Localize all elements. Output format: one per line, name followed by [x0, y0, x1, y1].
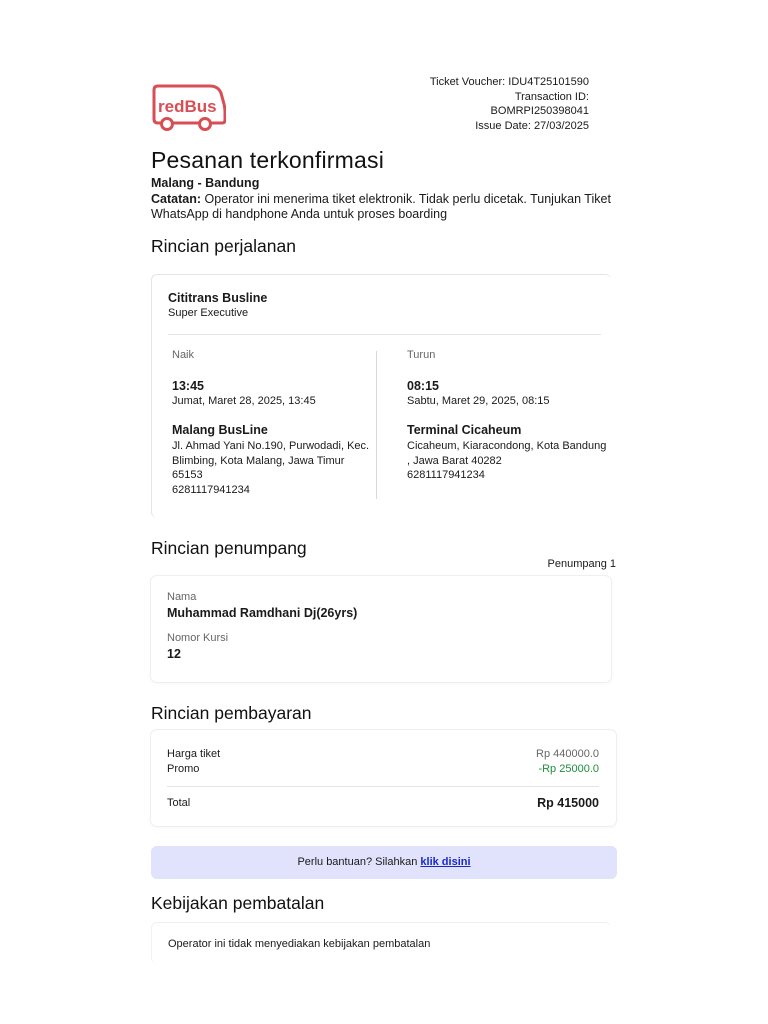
note-text: Operator ini menerima tiket elektronik. Tidak perlu dicetak. Tunjukan Tiket WhatsApp di handphone Anda untuk proses boarding — [151, 192, 611, 221]
divider — [168, 334, 601, 335]
total-amount: Rp 415000 — [537, 796, 599, 810]
cancellation-card — [151, 922, 611, 964]
seat-number: 12 — [167, 647, 181, 661]
page-title: Pesanan terkonfirmasi — [151, 147, 385, 173]
boarding-address: Jl. Ahmad Yani No.190, Purwodadi, Kec. Blimbing, Kota Malang, Jawa Timur 65153 — [172, 440, 370, 481]
cancellation-section-title: Kebijakan pembatalan — [151, 893, 325, 913]
note-label: Catatan: — [151, 192, 202, 206]
boarding-point: Malang BusLine — [172, 423, 268, 437]
payment-section-title: Rincian pembayaran — [151, 703, 312, 723]
boarding-phone: 6281117941234 — [172, 483, 250, 496]
dropping-label: Turun — [407, 349, 436, 361]
help-banner — [151, 846, 617, 879]
operator-name: Cititrans Busline — [168, 291, 268, 305]
bus-class: Super Executive — [168, 307, 249, 319]
trip-card — [151, 274, 611, 518]
passenger-name: Muhammad Ramdhani Dj(26yrs) — [167, 606, 358, 620]
promo-row — [167, 763, 599, 775]
passenger-section-title: Rincian penumpang — [151, 538, 307, 558]
vertical-divider — [376, 351, 377, 499]
boarding-label: Naik — [172, 349, 195, 361]
issue-date: Issue Date: 27/03/2025 — [475, 119, 589, 132]
total-label: Total — [167, 797, 191, 809]
boarding-column — [172, 349, 372, 497]
ticket-price-amount: Rp 440000.0 — [536, 748, 599, 760]
dropping-address: Cicaheum, Kiaracondong, Kota Bandung , Jawa Barat 40282 — [407, 440, 607, 467]
ticket-price-label: Harga tiket — [167, 748, 221, 760]
cancellation-text: Operator ini tidak menyediakan kebijakan pembatalan — [168, 938, 431, 950]
redbus-logo — [150, 84, 226, 132]
note — [151, 192, 621, 222]
svg-text:redBus: redBus — [158, 97, 217, 116]
voucher-info — [430, 75, 589, 133]
transaction-id: BOMRPI250398041 — [490, 105, 589, 117]
dropping-column — [407, 349, 607, 483]
route: Malang - Bandung — [151, 176, 260, 190]
total-row — [167, 796, 599, 810]
boarding-time: 13:45 — [172, 379, 204, 393]
passenger-card — [151, 576, 611, 682]
dropping-time: 08:15 — [407, 379, 439, 393]
dropping-phone: 6281117941234 — [407, 469, 485, 481]
divider — [167, 786, 599, 787]
name-label: Nama — [167, 591, 197, 603]
passenger-count: Penumpang 1 — [547, 558, 616, 570]
promo-label: Promo — [167, 763, 200, 775]
dropping-date: Sabtu, Maret 29, 2025, 08:15 — [407, 395, 550, 407]
ticket-voucher: Ticket Voucher: IDU4T25101590 — [429, 76, 589, 88]
payment-card — [151, 730, 616, 826]
ticket-price-row — [167, 748, 599, 760]
help-link[interactable]: klik disini — [420, 856, 471, 868]
promo-amount: -Rp 25000.0 — [538, 763, 599, 775]
help-text: Perlu bantuan? Silahkan — [297, 856, 421, 868]
dropping-point: Terminal Cicaheum — [407, 423, 522, 437]
boarding-date: Jumat, Maret 28, 2025, 13:45 — [172, 395, 316, 407]
transaction-label: Transaction ID: — [514, 90, 589, 103]
seat-label: Nomor Kursi — [167, 632, 229, 644]
trip-section-title: Rincian perjalanan — [151, 236, 296, 256]
